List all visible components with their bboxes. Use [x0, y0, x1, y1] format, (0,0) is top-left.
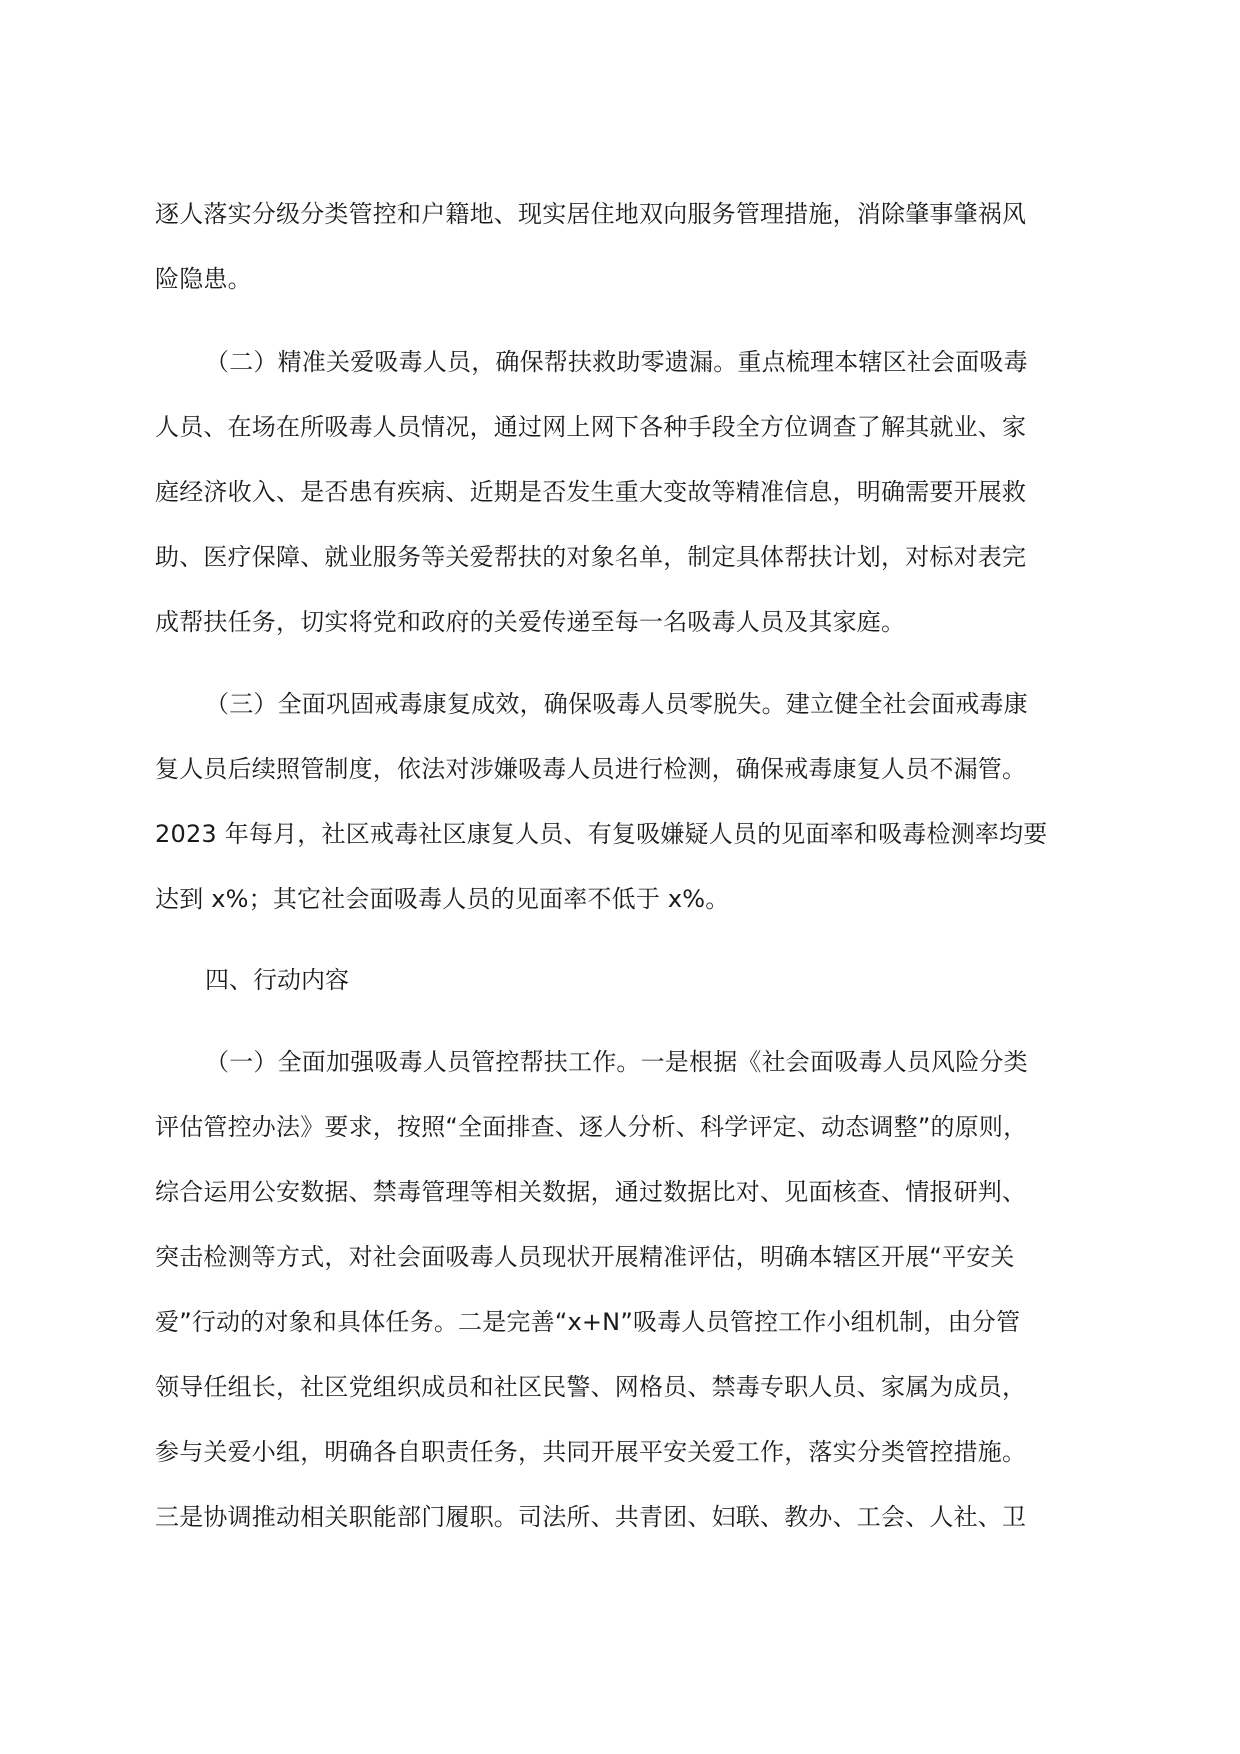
text-line: 突击检测等方式，对社会面吸毒人员现状开展精准评估，明确本辖区开展“平安关: [155, 1243, 1015, 1271]
text-line: 领导任组长，社区党组织成员和社区民警、网格员、禁毒专职人员、家属为成员，: [155, 1373, 1027, 1401]
text-line: 人员、在场在所吸毒人员情况，通过网上网下各种手段全方位调查了解其就业、家: [155, 413, 1027, 441]
text-line: 评估管控办法》要求，按照“全面排查、逐人分析、科学评定、动态调整”的原则，: [155, 1113, 1028, 1141]
section-heading: 四、行动内容: [205, 966, 349, 994]
text-line: 复人员后续照管制度，依法对涉嫌吸毒人员进行检测，确保戒毒康复人员不漏管。: [155, 755, 1027, 783]
text-line: （三）全面巩固戒毒康复成效，确保吸毒人员零脱失。建立健全社会面戒毒康: [205, 690, 1028, 718]
text-line: （二）精准关爱吸毒人员，确保帮扶救助零遗漏。重点梳理本辖区社会面吸毒: [205, 348, 1028, 376]
text-line: 爱”行动的对象和具体任务。二是完善“x+N”吸毒人员管控工作小组机制，由分管: [155, 1308, 1021, 1336]
text-line: 险隐患。: [155, 265, 252, 293]
text-line: 三是协调推动相关职能部门履职。司法所、共青团、妇联、教办、工会、人社、卫: [155, 1503, 1027, 1531]
text-line: 参与关爱小组，明确各自职责任务，共同开展平安关爱工作，落实分类管控措施。: [155, 1438, 1027, 1466]
text-line: 助、医疗保障、就业服务等关爱帮扶的对象名单，制定具体帮扶计划，对标对表完: [155, 543, 1027, 571]
text-line: 2023 年每月，社区戒毒社区康复人员、有复吸嫌疑人员的见面率和吸毒检测率均要: [155, 820, 1048, 848]
text-line: 成帮扶任务，切实将党和政府的关爱传递至每一名吸毒人员及其家庭。: [155, 608, 906, 636]
text-line: （一）全面加强吸毒人员管控帮扶工作。一是根据《社会面吸毒人员风险分类: [205, 1048, 1028, 1076]
text-line: 庭经济收入、是否患有疾病、近期是否发生重大变故等精准信息，明确需要开展救: [155, 478, 1027, 506]
text-line: 逐人落实分级分类管控和户籍地、现实居住地双向服务管理措施，消除肇事肇祸风: [155, 200, 1027, 228]
text-line: 达到 x%；其它社会面吸毒人员的见面率不低于 x%。: [155, 885, 730, 913]
text-line: 综合运用公安数据、禁毒管理等相关数据，通过数据比对、见面核查、情报研判、: [155, 1178, 1027, 1206]
